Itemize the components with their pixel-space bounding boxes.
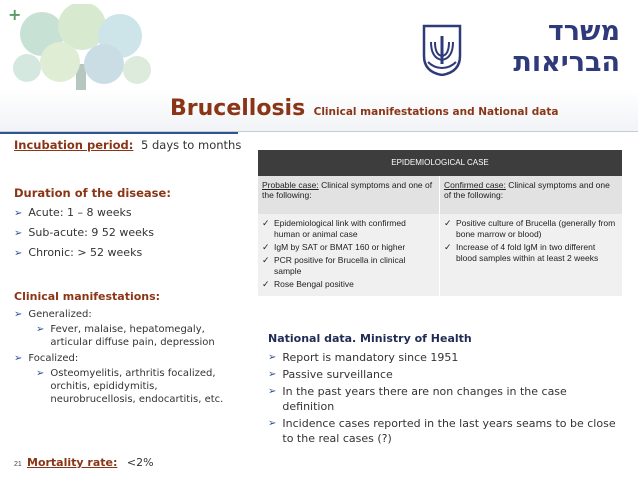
clinical-heading: Clinical manifestations: — [14, 290, 161, 303]
duration-list — [14, 206, 154, 266]
mortality-value: <2% — [126, 456, 154, 469]
check-icon: ✓ — [262, 255, 270, 265]
ministry-logo — [420, 16, 620, 86]
list-item: ✓ Increase of 4 fold IgM in two different blood samples within at least 2 weeks — [444, 242, 599, 263]
list-item: ➢ Acute: 1 – 8 weeks — [14, 206, 132, 219]
divider — [0, 132, 238, 134]
list-item: ➢ Incidence cases reported in the last years seams to be close to the real cases (?) — [268, 417, 616, 445]
arrow-bullet-icon: ➢ — [14, 248, 23, 259]
probable-criteria-cell — [258, 214, 440, 296]
mortality-row — [27, 456, 154, 469]
clinical-list — [14, 308, 244, 409]
list-item: ➢ In the past years there are non changes in the case definition — [268, 385, 567, 413]
list-item: ➢ Report is mandatory since 1951 — [268, 351, 459, 364]
title-subtitle: Clinical manifestations and National data — [313, 106, 559, 118]
check-icon: ✓ — [262, 242, 270, 252]
check-icon: ✓ — [262, 279, 270, 289]
list-item: ➢ Generalized: — [14, 309, 92, 320]
arrow-bullet-icon: ➢ — [14, 353, 23, 364]
arrow-bullet-icon: ➢ — [268, 418, 277, 429]
list-item: ➢ Osteomyelitis, arthritis focalized, orchitis, epididymitis, neurobrucellosis, endocartitis, etc. — [36, 368, 224, 405]
list-item: ➢ Sub-acute: 9 52 weeks — [14, 226, 154, 239]
confirmed-label: Confirmed case: — [444, 180, 506, 190]
arrow-bullet-icon: ➢ — [36, 368, 45, 379]
confirmed-criteria-cell — [440, 214, 622, 296]
list-item: ➢ Passive surveillance — [268, 368, 393, 381]
arrow-bullet-icon: ➢ — [268, 386, 277, 397]
duration-heading: Duration of the disease: — [14, 186, 171, 200]
incubation-label: Incubation period: — [14, 138, 134, 152]
check-icon: ✓ — [444, 218, 452, 228]
probable-case-cell — [258, 176, 440, 214]
svg-text:+: + — [8, 5, 22, 24]
national-heading: National data. Ministry of Health — [268, 332, 472, 345]
list-item: ✓ Rose Bengal positive — [262, 279, 354, 289]
state-emblem-icon — [420, 22, 464, 76]
epidemiological-table — [258, 150, 622, 296]
list-item: ✓ PCR positive for Brucella in clinical sample — [262, 255, 406, 276]
list-item: ✓ IgM by SAT or BMAT 160 or higher — [262, 242, 406, 252]
table-header: EPIDEMIOLOGICAL CASE — [258, 150, 622, 176]
confirmed-case-cell — [440, 176, 622, 214]
check-icon: ✓ — [444, 242, 452, 252]
arrow-bullet-icon: ➢ — [14, 208, 23, 219]
arrow-bullet-icon: ➢ — [14, 228, 23, 239]
incubation-row — [14, 138, 241, 152]
list-item: ➢ Focalized: — [14, 353, 79, 364]
confirmed-text: Clinical symptoms and one of the following: — [444, 180, 610, 200]
probable-label: Probable case: — [262, 180, 319, 190]
check-icon: ✓ — [262, 218, 270, 228]
page-number: 21 — [14, 461, 22, 468]
incubation-value: 5 days to months — [141, 138, 242, 152]
list-item: ➢ Chronic: > 52 weeks — [14, 246, 143, 259]
table-row — [258, 176, 622, 214]
list-item: ✓ Positive culture of Brucella (generally from bone marrow or blood) — [444, 218, 616, 239]
table-row — [258, 214, 622, 296]
list-item: ✓ Epidemiological link with confirmed human or animal case — [262, 218, 406, 239]
arrow-bullet-icon: ➢ — [268, 352, 277, 363]
list-item: ➢ Fever, malaise, hepatomegaly, articular diffuse pain, depression — [36, 324, 215, 348]
arrow-bullet-icon: ➢ — [36, 324, 45, 335]
arrow-bullet-icon: ➢ — [268, 369, 277, 380]
ministry-name: משרד הבריאות — [513, 16, 620, 78]
arrow-bullet-icon: ➢ — [14, 309, 23, 320]
probable-text: Clinical symptoms and one of the following: — [262, 180, 433, 200]
mortality-label: Mortality rate: — [27, 456, 118, 469]
national-data — [268, 332, 618, 448]
page-title — [170, 96, 558, 121]
title-main: Brucellosis — [170, 96, 306, 121]
